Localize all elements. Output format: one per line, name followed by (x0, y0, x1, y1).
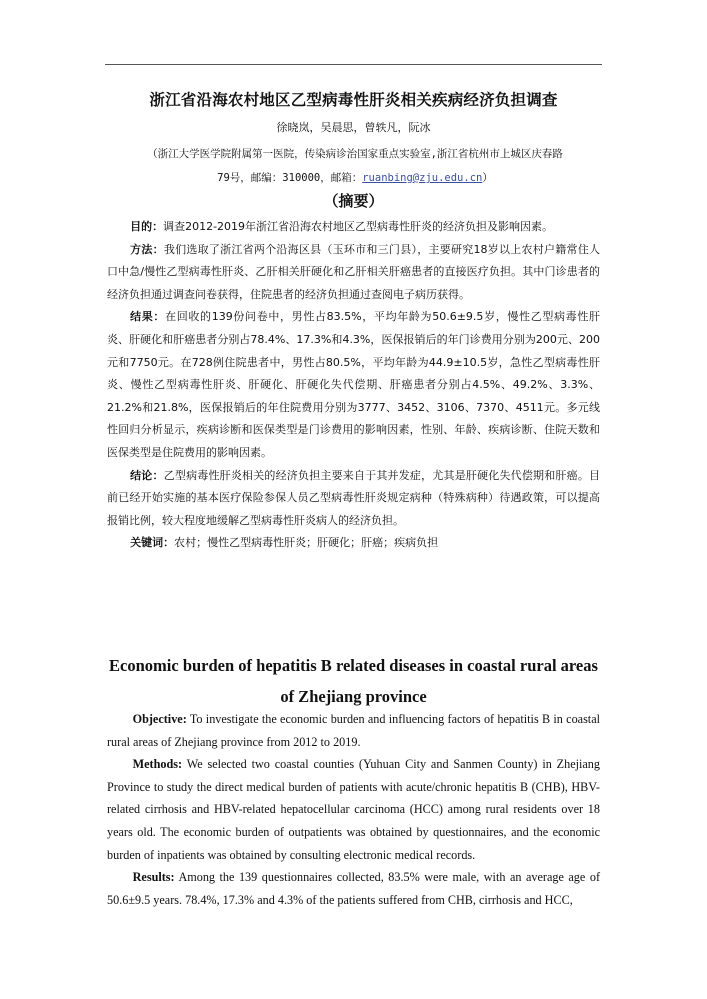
en-methods-label: Methods: (132, 757, 183, 772)
cn-title: 浙江省沿海农村地区乙型病毒性肝炎相关疾病经济负担调查 (149, 91, 558, 109)
en-objective-text: To investigate the economic burden and influencing factors of hepatitis B in coastal rural areas of Zhejiang province from 2012 to 2019. (107, 712, 600, 749)
cn-methods-text: 我们选取了浙江省两个沿海区县（玉环市和三门县），主要研究18岁以上农村户籍常住人口中急/慢性乙型病毒性肝炎、乙肝相关肝硬化和乙肝相关肝癌患者的直接医疗负担。其中门诊患者的经济负担通过调查问卷获得，住院患者的经济负担通过查阅电子病历获得。 (107, 242, 600, 301)
email-link[interactable]: ruanbing@zju.edu.cn (362, 172, 483, 184)
en-results-label: Results: (132, 870, 175, 885)
cn-objective-label: 目的： (130, 220, 164, 233)
en-methods-text: We selected two coastal counties (Yuhuan City and Sanmen County) in Zhejiang Province to study the direct medical burden of patients with acute/chronic hepatitis B (CHB), HBV-related cirrhosis and HBV-related hepatocellular carcinoma (HCC) among rural residents over 18 years old. The economic burden of outpatients was obtained by questionnaires, and the economic burden of inpatients was obtained by consulting electronic medical records. (107, 757, 600, 862)
cn-affiliation-line1: （浙江大学医学院附属第一医院，传染病诊治国家重点实验室,浙江省杭州市上城区庆春路 (147, 148, 563, 160)
en-abstract-body (107, 708, 600, 911)
cn-abstract-heading: （摘要） (323, 192, 384, 210)
cn-objective-paragraph (107, 216, 600, 239)
cn-conclusion-paragraph (107, 465, 600, 533)
en-methods-paragraph (107, 753, 600, 866)
en-title: Economic burden of hepatitis B related diseases in coastal rural areas of Zhejiang province (109, 656, 598, 706)
cn-objective-text: 调查2012-2019年浙江省沿海农村地区乙型病毒性肝炎的经济负担及影响因素。 (163, 220, 554, 233)
cn-methods-label: 方法： (130, 242, 164, 256)
cn-results-text: 在回收的139份问卷中，男性占83.5%，平均年龄为50.6±9.5岁，慢性乙型病毒性肝炎、肝硬化和肝癌患者分别占78.4%、17.3%和4.3%，医保报销后的年门诊费用分别为200元、200元和7750元。在728例住院患者中，男性占80.5%，平均年龄为44.9±10.5岁，急性乙型病毒性肝炎、慢性乙型病毒性肝炎、肝硬化、肝硬化失代偿期、肝癌患者分别占4.5%、49.2%、3.3%、21.2%和21.8%，医保报销后的年住院费用分别为3777、3452、3106、7370、4511元。多元线性回归分析显示，疾病诊断和医保类型是门诊费用的影响因素，性别、年龄、疾病诊断、住院天数和医保类型是住院费用的影响因素。 (107, 310, 601, 459)
cn-conclusion-label: 结论： (130, 468, 164, 482)
cn-keywords-label: 关键词： (130, 536, 175, 550)
cn-affiliation-close: ） (482, 172, 493, 184)
en-results-paragraph (107, 866, 600, 911)
cn-authors: 徐晓岚，吴晨思，曾轶凡，阮冰 (276, 121, 431, 134)
cn-results-label: 结果： (130, 310, 166, 324)
cn-keywords-text: 农村；慢性乙型病毒性肝炎；肝硬化；肝癌；疾病负担 (174, 536, 439, 550)
cn-affiliation (110, 142, 600, 190)
cn-keywords-paragraph (107, 532, 600, 555)
cn-affiliation-address: 79号，邮编：310000，邮箱： (217, 172, 363, 184)
en-results-text: Among the 139 questionnaires collected, 83.5% were male, with an average age of 50.6±9.5 years. 78.4%, 17.3% and 4.3% of the patients suffered from CHB, cirrhosis and HCC, (107, 870, 600, 907)
cn-methods-paragraph (107, 239, 600, 307)
cn-results-paragraph (107, 306, 600, 464)
cn-abstract-body (107, 216, 600, 555)
en-objective-label: Objective: (132, 712, 187, 726)
cn-affiliation-line2 (110, 166, 600, 190)
cn-conclusion-text: 乙型病毒性肝炎相关的经济负担主要来自于其并发症，尤其是肝硬化失代偿期和肝癌。目前已经开始实施的基本医疗保险参保人员乙型病毒性肝炎规定病种（特殊病种）待遇政策，可以提高报销比例，较大程度地缓解乙型病毒性肝炎病人的经济负担。 (107, 468, 601, 527)
en-objective-paragraph (107, 708, 600, 753)
top-rule (105, 64, 602, 65)
